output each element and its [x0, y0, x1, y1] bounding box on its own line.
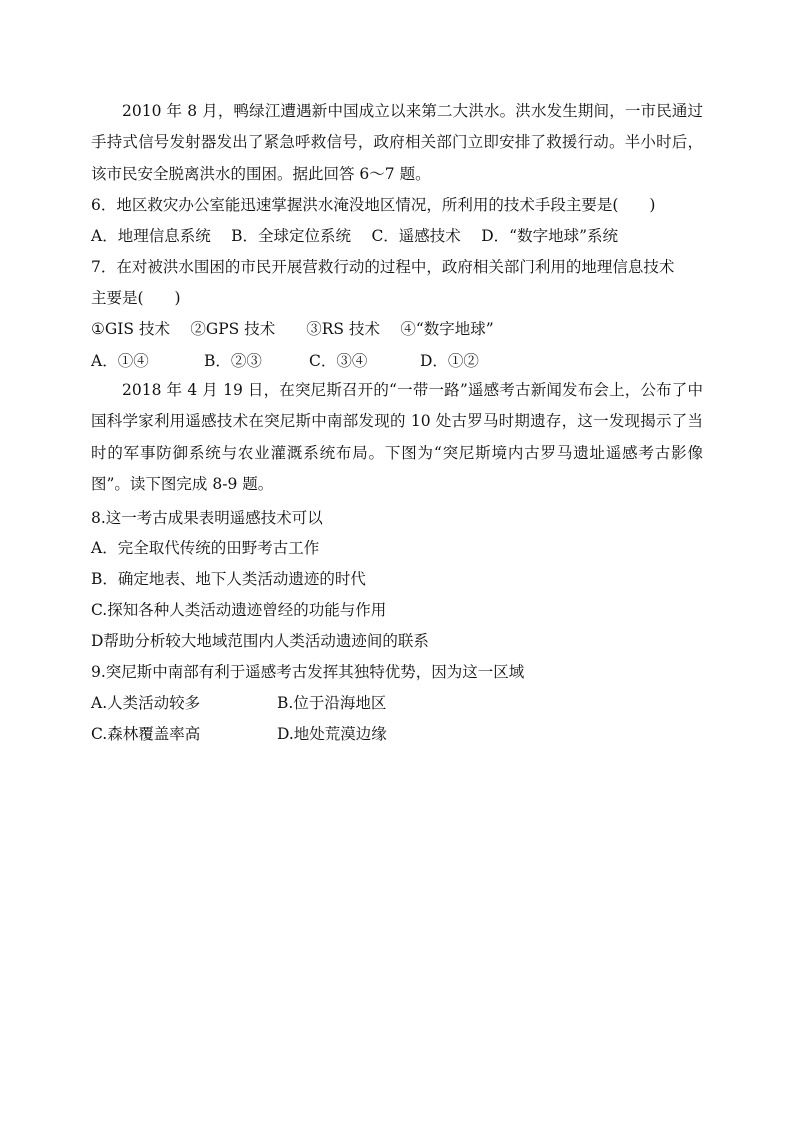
question-6-options: A．地理信息系统 B．全球定位系统 C．遥感技术 D．“数字地球”系统	[91, 227, 619, 245]
question-9-option-d: D.地处荒漠边缘	[277, 725, 387, 743]
question-9-stem: 9.突尼斯中南部有利于遥感考古发挥其独特优势，因为这一区域	[91, 663, 525, 681]
question-7-items: ①GIS 技术 ②GPS 技术 ③RS 技术 ④“数字地球”	[91, 320, 494, 338]
question-8-option-a: A．完全取代传统的田野考古工作	[91, 539, 320, 557]
question-7-stem-line-1: 7．在对被洪水围困的市民开展营救行动的过程中，政府相关部门利用的地理信息技术	[91, 258, 675, 276]
question-8-option-c: C.探知各种人类活动遗迹曾经的功能与作用	[91, 601, 387, 619]
question-7-option-b: B．②③	[204, 352, 262, 370]
question-7-stem-line-2: 主要是( )	[91, 289, 181, 307]
question-7-option-c: C．③④	[309, 352, 368, 370]
question-9-option-b: B.位于沿海地区	[277, 694, 387, 712]
question-6-stem: 6．地区救灾办公室能迅速掌握洪水淹没地区情况，所利用的技术手段主要是( )	[91, 196, 656, 214]
question-9-option-c: C.森林覆盖率高	[91, 725, 201, 743]
question-8-option-d: D帮助分析较大地域范围内人类活动遗迹间的联系	[91, 632, 429, 650]
question-9-option-a: A.人类活动较多	[91, 694, 201, 712]
passage-1: 2010 年 8 月，鸭绿江遭遇新中国成立以来第二大洪水。洪水发生期间，一市民通过手持式信号发射器发出了紧急呼救信号，政府相关部门立即安排了救援行动。半小时后，该市民安全脱离洪水的围困。据此回答 6～7 题。	[91, 102, 703, 183]
question-7-option-a: A．①④	[91, 352, 149, 370]
question-8-stem: 8.这一考古成果表明遥感技术可以	[91, 509, 323, 527]
question-8-option-b: B．确定地表、地下人类活动遗迹的时代	[91, 570, 366, 588]
passage-2: 2018 年 4 月 19 日，在突尼斯召开的“一带一路”遥感考古新闻发布会上，公布了中国科学家利用遥感技术在突尼斯中南部发现的 10 处古罗马时期遗存，这一发现揭示了当时的军事防御系统与农业灌溉系统布局。下图为“突尼斯境内古罗马遗址遥感考古影像图”。读下图完成 8-9 题。	[91, 381, 703, 494]
question-7-option-d: D．①②	[420, 352, 479, 370]
